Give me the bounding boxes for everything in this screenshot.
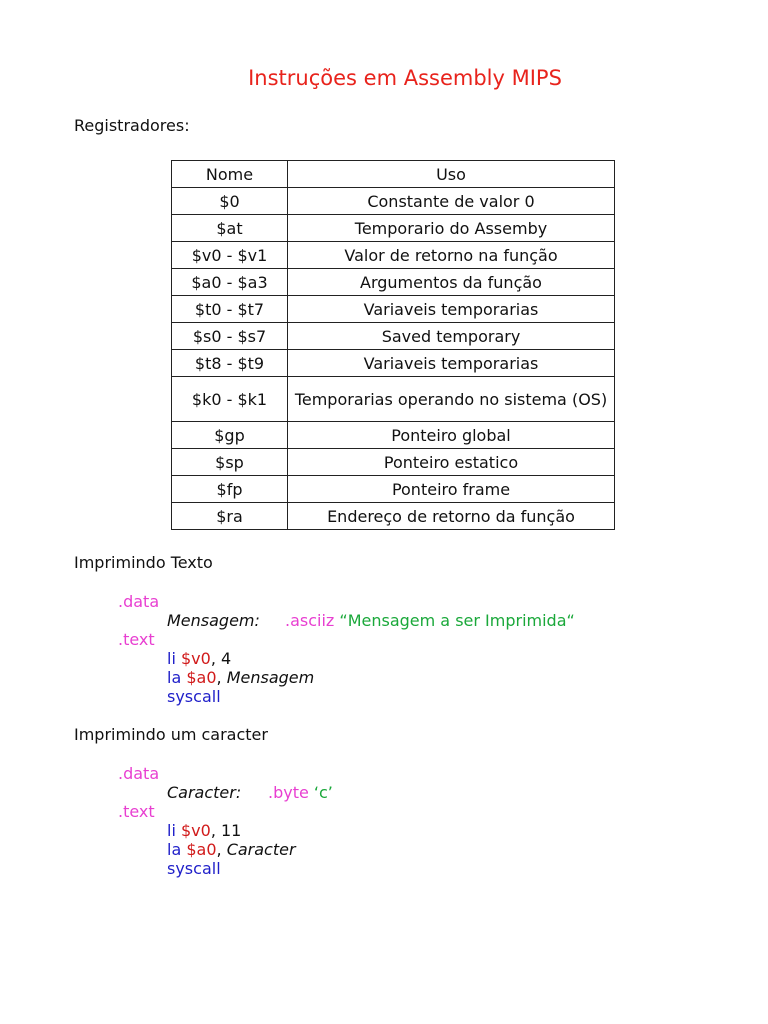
register-use: Argumentos da função [288,269,615,296]
registers-heading: Registradores: [74,116,190,135]
table-row [172,188,615,215]
la-separator: , [216,840,227,859]
table-row [172,449,615,476]
register-v0: $v0 [180,821,211,840]
li-instruction: li [167,649,176,668]
syscall-instruction: syscall [167,859,221,878]
section-heading-print-text: Imprimindo Texto [74,553,213,572]
table-row [172,422,615,449]
table-row [172,323,615,350]
register-name: $t8 - $t9 [172,350,288,377]
register-use: Variaveis temporarias [288,350,615,377]
la-label: Caracter [226,840,296,859]
register-name: $t0 - $t7 [172,296,288,323]
register-name: $s0 - $s7 [172,323,288,350]
register-use: Temporarias operando no sistema (OS) [288,377,615,422]
la-instruction: la [167,840,182,859]
table-row [172,296,615,323]
register-name: $k0 - $k1 [172,377,288,422]
register-name: $ra [172,503,288,530]
code-label: Caracter: [167,783,242,802]
code-label: Mensagem: [167,611,260,630]
data-directive: .data [118,764,160,783]
la-instruction: la [167,668,182,687]
register-use: Valor de retorno na função [288,242,615,269]
register-name: $at [172,215,288,242]
register-use: Ponteiro estatico [288,449,615,476]
register-name: $fp [172,476,288,503]
register-name: $a0 - $a3 [172,269,288,296]
register-use: Constante de valor 0 [288,188,615,215]
column-header-nome: Nome [172,161,288,188]
column-header-uso: Uso [288,161,615,188]
string-literal: “Mensagem a ser Imprimida“ [339,611,575,630]
table-row [172,350,615,377]
register-use: Ponteiro frame [288,476,615,503]
register-name: $sp [172,449,288,476]
li-operand: , 4 [210,649,232,668]
register-a0: $a0 [186,668,217,687]
char-literal: ‘c’ [313,783,333,802]
register-use: Temporario do Assemby [288,215,615,242]
table-row [172,242,615,269]
section-heading-print-char: Imprimindo um caracter [74,725,268,744]
syscall-instruction: syscall [167,687,221,706]
la-label: Mensagem [226,668,315,687]
register-use: Endereço de retorno da função [288,503,615,530]
register-use: Variaveis temporarias [288,296,615,323]
table-row [172,476,615,503]
registers-table [171,160,615,530]
page-title: Instruções em Assembly MIPS [248,66,562,90]
data-directive: .data [118,592,160,611]
table-header-row [172,161,615,188]
text-directive: .text [118,630,155,649]
register-v0: $v0 [180,649,211,668]
asciiz-directive: .asciiz [285,611,335,630]
byte-directive: .byte [268,783,309,802]
li-operand: , 11 [210,821,242,840]
register-use: Saved temporary [288,323,615,350]
register-use: Ponteiro global [288,422,615,449]
table-row [172,503,615,530]
text-directive: .text [118,802,155,821]
table-row [172,269,615,296]
register-a0: $a0 [186,840,217,859]
li-instruction: li [167,821,176,840]
register-name: $gp [172,422,288,449]
register-name: $v0 - $v1 [172,242,288,269]
table-row [172,377,615,422]
table-row [172,215,615,242]
register-name: $0 [172,188,288,215]
la-separator: , [216,668,227,687]
